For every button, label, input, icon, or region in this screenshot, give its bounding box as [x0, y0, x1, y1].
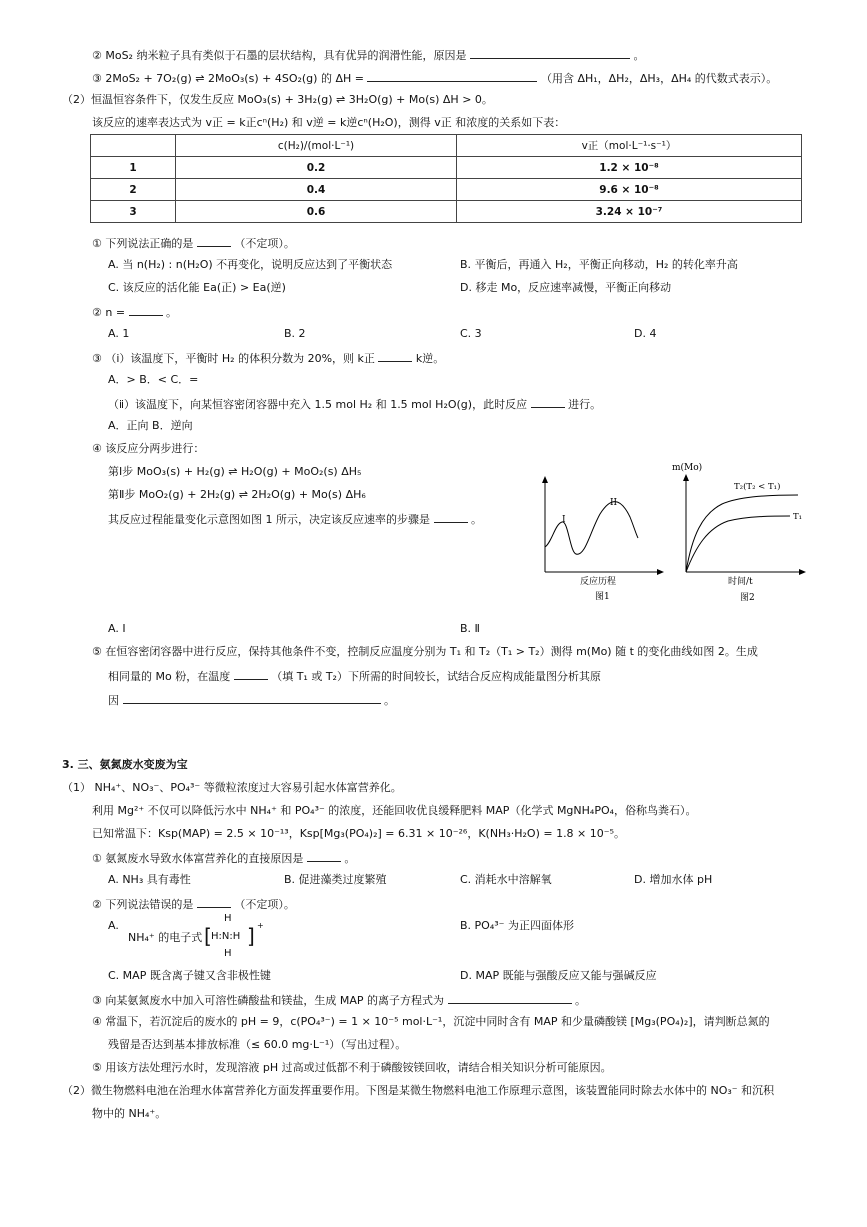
x-axis-label: 反应历程 — [580, 577, 617, 587]
electron-formula-h: H — [224, 913, 232, 924]
answer-blank[interactable] — [470, 47, 630, 59]
answer-blank[interactable] — [367, 70, 537, 82]
reaction-step-1: 第Ⅰ步 MoO₃(s) + H₂(g) ⇌ H₂O(g) + MoO₂(s) ΔH₅ — [108, 465, 362, 478]
question-text: ③ （ⅰ）该温度下，平衡时 H₂ 的体积分数为 20%，则 k正 — [92, 352, 375, 365]
option-d[interactable]: D. 增加水体 pH — [634, 873, 713, 886]
x-axis-label: 时间/t — [728, 577, 753, 587]
options-row[interactable]: A．> B．< C．= — [108, 373, 199, 386]
option-d[interactable]: D. MAP 既能与强酸反应又能与强碱反应 — [460, 969, 657, 982]
question-line — [92, 992, 586, 1008]
section-text: 已知常温下：Ksp(MAP) = 2.5 × 10⁻¹³，Ksp[Mg₃(PO₄)₂] = 6.31 × 10⁻²⁶，K(NH₃·H₂O) = 1.8 × 10⁻⁵。 — [92, 827, 625, 840]
question-text: （用含 ΔH₁，ΔH₂，ΔH₃，ΔH₄ 的代数式表示）。 — [540, 72, 778, 85]
option-b[interactable]: B. Ⅱ — [460, 622, 480, 635]
answer-blank[interactable] — [234, 668, 268, 680]
question-text: ④ 该反应分两步进行： — [92, 442, 205, 455]
peak-label-ii: II — [610, 498, 618, 508]
table-row — [91, 179, 802, 201]
table-header — [91, 135, 176, 157]
curve-t2-label: T₂(T₂ < T₁) — [734, 482, 781, 492]
question-line — [108, 668, 601, 684]
electron-formula — [204, 913, 264, 961]
electron-formula-h: H — [224, 948, 232, 959]
option-a[interactable]: A. — [108, 919, 119, 932]
option-b[interactable]: B. 2 — [284, 327, 306, 340]
table-row — [91, 157, 802, 179]
answer-blank[interactable] — [307, 850, 341, 862]
question-text: ⑤ 用该方法处理污水时，发现溶液 pH 过高或过低都不利于磷酸铵镁回收，请结合相关知识分析可能原因。 — [92, 1061, 612, 1074]
question-line — [92, 350, 444, 366]
question-text: 残留是否达到基本排放标准（≤ 60.0 mg·L⁻¹）（写出过程）。 — [108, 1038, 407, 1051]
question-line — [92, 47, 644, 63]
question-line — [108, 396, 601, 412]
question-text: 相同量的 Mo 粉，在温度 — [108, 670, 231, 683]
answer-blank[interactable] — [448, 992, 572, 1004]
question-text: （填 T₁ 或 T₂）下所需的时间较长，试结合反应构成能量图分析其原 — [271, 670, 601, 683]
energy-curve — [545, 502, 638, 555]
question-text: k逆。 — [415, 352, 445, 365]
option-d[interactable]: D. 4 — [634, 327, 657, 340]
table-cell: 0.6 — [176, 201, 457, 223]
question-text: 进行。 — [568, 398, 602, 411]
question-text: ③ 向某氨氮废水中加入可溶性磷酸盐和镁盐，生成 MAP 的离子方程式为 — [92, 994, 444, 1007]
reaction-step-2: 第Ⅱ步 MoO₂(g) + 2H₂(g) ⇌ 2H₂O(g) + Mo(s) ΔH₆ — [108, 488, 366, 501]
section-text: 物中的 NH₄⁺。 — [92, 1107, 167, 1120]
rate-table — [90, 134, 802, 223]
option-c[interactable]: C. MAP 既含离子键又含非极性键 — [108, 969, 271, 982]
question-text: （不定项）。 — [234, 237, 295, 250]
question-line — [108, 511, 482, 527]
option-a[interactable]: A. Ⅰ — [108, 622, 126, 635]
question-line — [92, 896, 295, 912]
option-c[interactable]: C. 消耗水中溶解氧 — [460, 873, 552, 886]
option-c[interactable]: C. 该反应的活化能 Ea(正) > Ea(逆) — [108, 281, 286, 294]
question-line — [92, 304, 177, 320]
energy-profile-figure — [530, 472, 670, 612]
question-text: 因 — [108, 694, 119, 707]
question-text: ① 下列说法正确的是 — [92, 237, 194, 250]
mass-time-figure — [668, 458, 818, 610]
question-text: （不定项）。 — [234, 898, 295, 911]
question-text: ③ 2MoS₂ + 7O₂(g) ⇌ 2MoO₃(s) + 4SO₂(g) 的 ΔH = — [92, 72, 364, 85]
question-line — [92, 235, 295, 251]
section-text: （2）微生物燃料电池在治理水体富营养化方面发挥重要作用。下图是某微生物燃料电池工作原理示意图，该装置能同时除去水体中的 NO₃⁻ 和沉积 — [62, 1084, 775, 1097]
option-b[interactable]: B. 平衡后，再通入 H₂，平衡正向移动，H₂ 的转化率升高 — [460, 258, 738, 271]
punctuation: 。 — [166, 306, 178, 319]
curve-t1 — [686, 516, 790, 572]
option-b[interactable]: B. 促进藻类过度繁殖 — [284, 873, 387, 886]
punctuation: 。 — [471, 513, 482, 526]
curve-t2 — [686, 495, 798, 572]
x-axis-arrow — [799, 569, 806, 575]
option-a[interactable]: A. 1 — [108, 327, 130, 340]
punctuation: 。 — [384, 694, 395, 707]
table-cell: 3.24 × 10⁻⁷ — [457, 201, 802, 223]
question-line — [92, 70, 777, 86]
charge-sign: + — [257, 921, 264, 930]
question-text: ② 下列说法错误的是 — [92, 898, 194, 911]
table-cell: 9.6 × 10⁻⁸ — [457, 179, 802, 201]
section-text: 利用 Mg²⁺ 不仅可以降低污水中 NH₄⁺ 和 PO₄³⁻ 的浓度，还能回收优良缓释肥料 MAP（化学式 MgNH₄PO₄，俗称鸟粪石）。 — [92, 804, 697, 817]
answer-blank[interactable] — [378, 350, 412, 362]
figure-caption: 图2 — [740, 593, 755, 603]
table-cell: 3 — [91, 201, 176, 223]
punctuation: 。 — [633, 49, 645, 62]
question-text: ⑤ 在恒容密闭容器中进行反应，保持其他条件不变，控制反应温度分别为 T₁ 和 T₂（T₁ > T₂）测得 m(Mo) 随 t 的变化曲线如图 2。生成 — [92, 645, 758, 658]
figure-caption: 图1 — [595, 592, 610, 602]
y-axis-arrow — [683, 474, 689, 481]
table-cell: 1.2 × 10⁻⁸ — [457, 157, 802, 179]
answer-blank[interactable] — [531, 396, 565, 408]
answer-blank[interactable] — [129, 304, 163, 316]
y-axis-label: m(Mo) — [672, 463, 703, 473]
question-text: （ⅱ）该温度下，向某恒容密闭容器中充入 1.5 mol H₂ 和 1.5 mol H₂O(g)，此时反应 — [108, 398, 528, 411]
table-cell: 1 — [91, 157, 176, 179]
answer-blank[interactable] — [197, 896, 231, 908]
question-text: ② n = — [92, 306, 126, 319]
punctuation: 。 — [344, 852, 356, 865]
question-text: ④ 常温下，若沉淀后的废水的 pH = 9，c(PO₄³⁻) = 1 × 10⁻⁵ mol·L⁻¹，沉淀中同时含有 MAP 和少量磷酸镁 [Mg₃(PO₄)₂]，请判断总氮的 — [92, 1015, 770, 1028]
peak-label-i: I — [562, 515, 566, 525]
table-cell: 2 — [91, 179, 176, 201]
rate-expression: 该反应的速率表达式为 v正 = k正cⁿ(H₂) 和 v逆 = k逆cⁿ(H₂O)，测得 v正 和浓度的关系如下表： — [92, 116, 566, 129]
option-a-text: NH₄⁺ 的电子式 — [128, 931, 203, 944]
option-a[interactable]: A. NH₃ 具有毒性 — [108, 873, 191, 886]
electron-formula-middle: H:N:H — [211, 931, 241, 942]
option-c[interactable]: C. 3 — [460, 327, 482, 340]
left-bracket: [ — [204, 924, 212, 948]
punctuation: 。 — [575, 994, 586, 1007]
question-line — [108, 692, 395, 708]
options-row[interactable]: A．正向 B．逆向 — [108, 419, 193, 432]
question-text: ② MoS₂ 纳米粒子具有类似于石墨的层状结构，具有优异的润滑性能，原因是 — [92, 49, 467, 62]
section-text: （1） NH₄⁺、NO₃⁻、PO₄³⁻ 等微粒浓度过大容易引起水体富营养化。 — [62, 781, 402, 794]
part-title: （2）恒温恒容条件下，仅发生反应 MoO₃(s) + 3H₂(g) ⇌ 3H₂O(g) + Mo(s) ΔH > 0。 — [62, 93, 493, 106]
x-axis-arrow — [657, 569, 664, 575]
table-header: v正（mol·L⁻¹·s⁻¹） — [457, 135, 802, 157]
answer-blank[interactable] — [434, 511, 468, 523]
answer-blank[interactable] — [197, 235, 231, 247]
table-row — [91, 201, 802, 223]
option-a[interactable]: A. 当 n(H₂) : n(H₂O) 不再变化，说明反应达到了平衡状态 — [108, 258, 393, 271]
option-b[interactable]: B. PO₄³⁻ 为正四面体形 — [460, 919, 574, 932]
section-title: 3. 三、氨氮废水变废为宝 — [62, 758, 188, 771]
curve-t1-label: T₁ — [793, 512, 803, 522]
right-bracket: ] — [247, 924, 255, 948]
answer-blank[interactable] — [123, 692, 381, 704]
question-text: ① 氨氮废水导致水体富营养化的直接原因是 — [92, 852, 304, 865]
question-text: 其反应过程能量变化示意图如图 1 所示，决定该反应速率的步骤是 — [108, 513, 430, 526]
table-header-row — [91, 135, 802, 157]
y-axis-arrow — [542, 476, 548, 483]
table-cell: 0.4 — [176, 179, 457, 201]
table-header: c(H₂)/(mol·L⁻¹) — [176, 135, 457, 157]
table-cell: 0.2 — [176, 157, 457, 179]
question-line — [92, 850, 355, 866]
option-d[interactable]: D. 移走 Mo，反应速率减慢，平衡正向移动 — [460, 281, 672, 294]
